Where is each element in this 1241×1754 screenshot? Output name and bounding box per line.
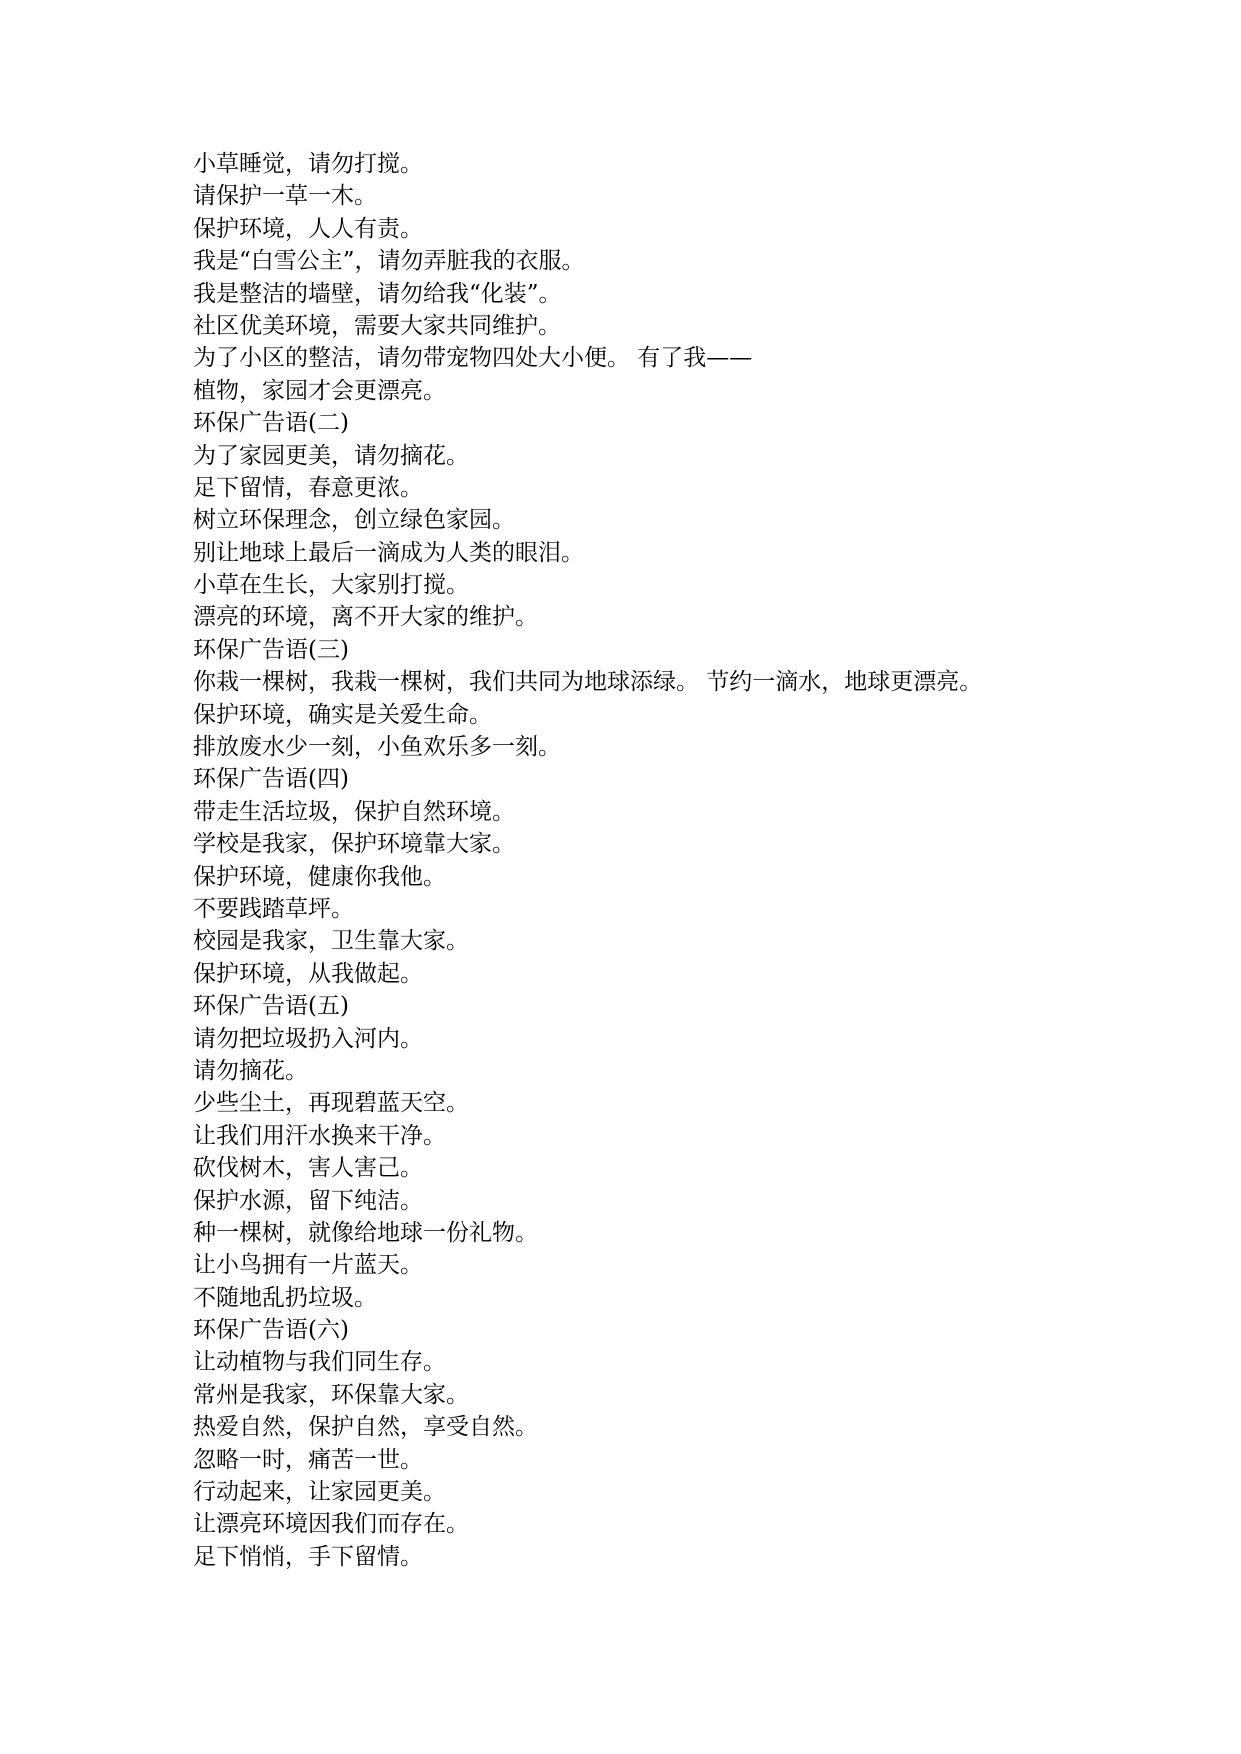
text-line: 小草在生长，大家别打搅。: [193, 572, 469, 599]
text-line: 少些尘土，再现碧蓝天空。: [193, 1090, 469, 1117]
text-line: 让动植物与我们同生存。: [193, 1349, 446, 1376]
text-line: 社区优美环境，需要大家共同维护。: [193, 312, 561, 339]
text-line: 校园是我家，卫生靠大家。: [193, 928, 469, 955]
text-line: 我是整洁的墙壁，请勿给我“化装”。: [193, 280, 562, 307]
text-line: 常州是我家，环保靠大家。: [193, 1381, 469, 1408]
text-line: 让小鸟拥有一片蓝天。: [193, 1252, 423, 1279]
text-line: 砍伐树木，害人害己。: [193, 1155, 423, 1182]
text-line: 请勿把垃圾扔入河内。: [193, 1025, 423, 1052]
text-line: 环保广告语(四): [193, 766, 349, 793]
text-line: 行动起来，让家园更美。: [193, 1479, 446, 1506]
text-line: 忽略一时，痛苦一世。: [193, 1446, 423, 1473]
text-line: 请保护一草一木。: [193, 183, 377, 210]
text-line: 保护水源，留下纯洁。: [193, 1187, 423, 1214]
text-line: 请勿摘花。: [193, 1057, 308, 1084]
text-line: 带走生活垃圾，保护自然环境。: [193, 798, 515, 825]
text-line: 植物，家园才会更漂亮。: [193, 377, 446, 404]
text-line: 让漂亮环境因我们而存在。: [193, 1511, 469, 1538]
text-line: 保护环境，从我做起。: [193, 960, 423, 987]
text-line: 保护环境，健康你我他。: [193, 863, 446, 890]
text-line: 我是“白雪公主”，请勿弄脏我的衣服。: [193, 248, 585, 275]
text-line: 不随地乱扔垃圾。: [193, 1284, 377, 1311]
text-line: 不要践踏草坪。: [193, 895, 354, 922]
text-line: 为了小区的整洁，请勿带宠物四处大小便。 有了我——: [193, 345, 753, 372]
text-line: 保护环境，确实是关爱生命。: [193, 701, 492, 728]
text-line: 学校是我家，保护环境靠大家。: [193, 831, 515, 858]
text-line: 为了家园更美，请勿摘花。: [193, 442, 469, 469]
text-line: 小草睡觉，请勿打搅。: [193, 151, 423, 177]
text-line: 环保广告语(六): [193, 1317, 349, 1344]
text-line: 足下悄悄，手下留情。: [193, 1543, 423, 1570]
text-line: 环保广告语(五): [193, 993, 349, 1020]
text-line: 保护环境，人人有责。: [193, 215, 423, 242]
text-line: 环保广告语(二): [193, 410, 349, 437]
text-line: 足下留情，春意更浓。: [193, 474, 423, 501]
text-line: 排放废水少一刻，小鱼欢乐多一刻。: [193, 734, 561, 761]
text-line: 种一棵树，就像给地球一份礼物。: [193, 1219, 538, 1246]
text-line: 你栽一棵树，我栽一棵树，我们共同为地球添绿。 节约一滴水，地球更漂亮。: [193, 669, 983, 696]
text-line: 环保广告语(三): [193, 636, 349, 663]
document-body: [193, 148, 1193, 1573]
text-line: 让我们用汗水换来干净。: [193, 1122, 446, 1149]
text-line: 树立环保理念，创立绿色家园。: [193, 507, 515, 534]
text-line: 热爱自然，保护自然，享受自然。: [193, 1414, 538, 1441]
text-line: 漂亮的环境，离不开大家的维护。: [193, 604, 538, 631]
text-line: 别让地球上最后一滴成为人类的眼泪。: [193, 539, 584, 566]
